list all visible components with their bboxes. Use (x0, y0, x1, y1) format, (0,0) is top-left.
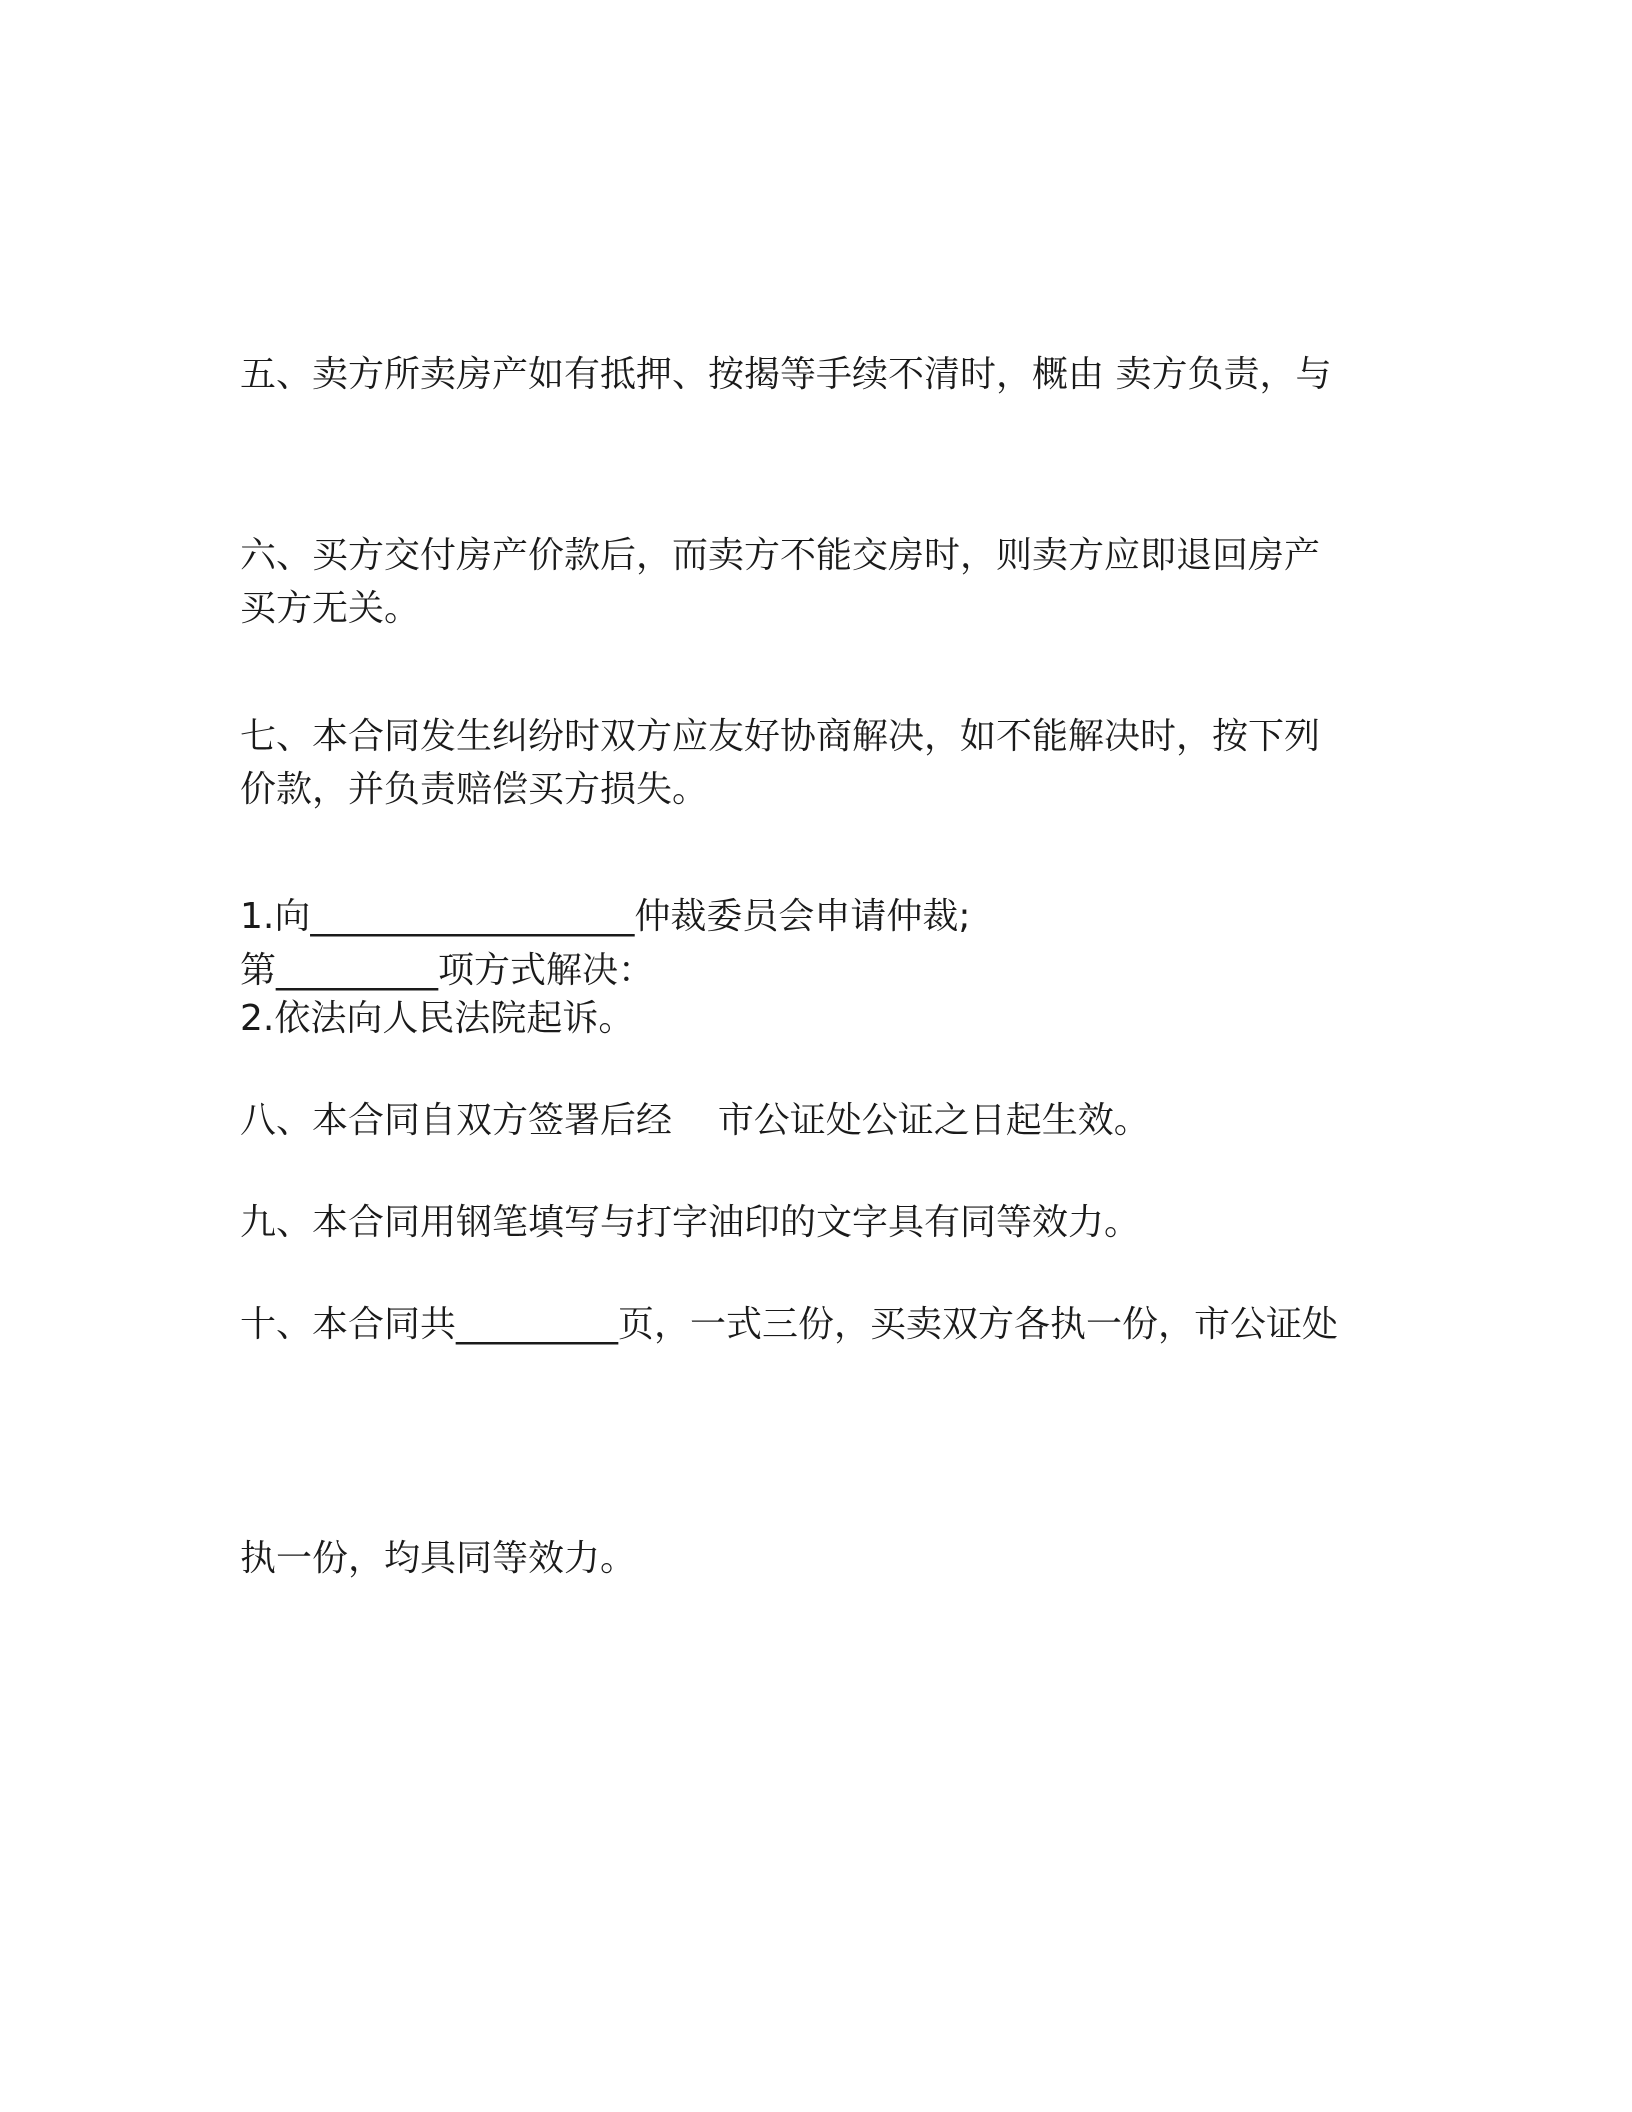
clause-line: 买方无关。 (240, 588, 421, 629)
clause-line: 1.向__________________仲裁委员会申请仲裁; (240, 896, 971, 937)
clause-line: 2.依法向人民法院起诉。 (240, 998, 635, 1039)
clause-line: 价款，并负责赔偿买方损失。 (240, 769, 709, 810)
clause-line: 执一份，均具同等效力。 (240, 1538, 637, 1579)
clause-line: 六、买方交付房产价款后，而卖方不能交房时，则卖方应即退回房产 (240, 535, 1321, 576)
clause-line: 十、本合同共_________页，一式三份，买卖双方各执一份，市公证处 (240, 1304, 1339, 1345)
clause-10 (240, 1130, 1400, 1754)
clause-line: 第_________项方式解决： (240, 950, 655, 991)
clause-line: 七、本合同发生纠纷时双方应友好协商解决，如不能解决时，按下列 (240, 716, 1321, 757)
clause-line: 五、卖方所卖房产如有抵押、按揭等手续不清时，概由 卖方负责，与 (240, 354, 1332, 395)
clause-line: 九、本合同用钢笔填写与打字油印的文字具有同等效力。 (240, 1202, 1141, 1243)
clause-line: 八、本合同自双方签署后经 市公证处公证之日起生效。 (240, 1100, 1150, 1141)
